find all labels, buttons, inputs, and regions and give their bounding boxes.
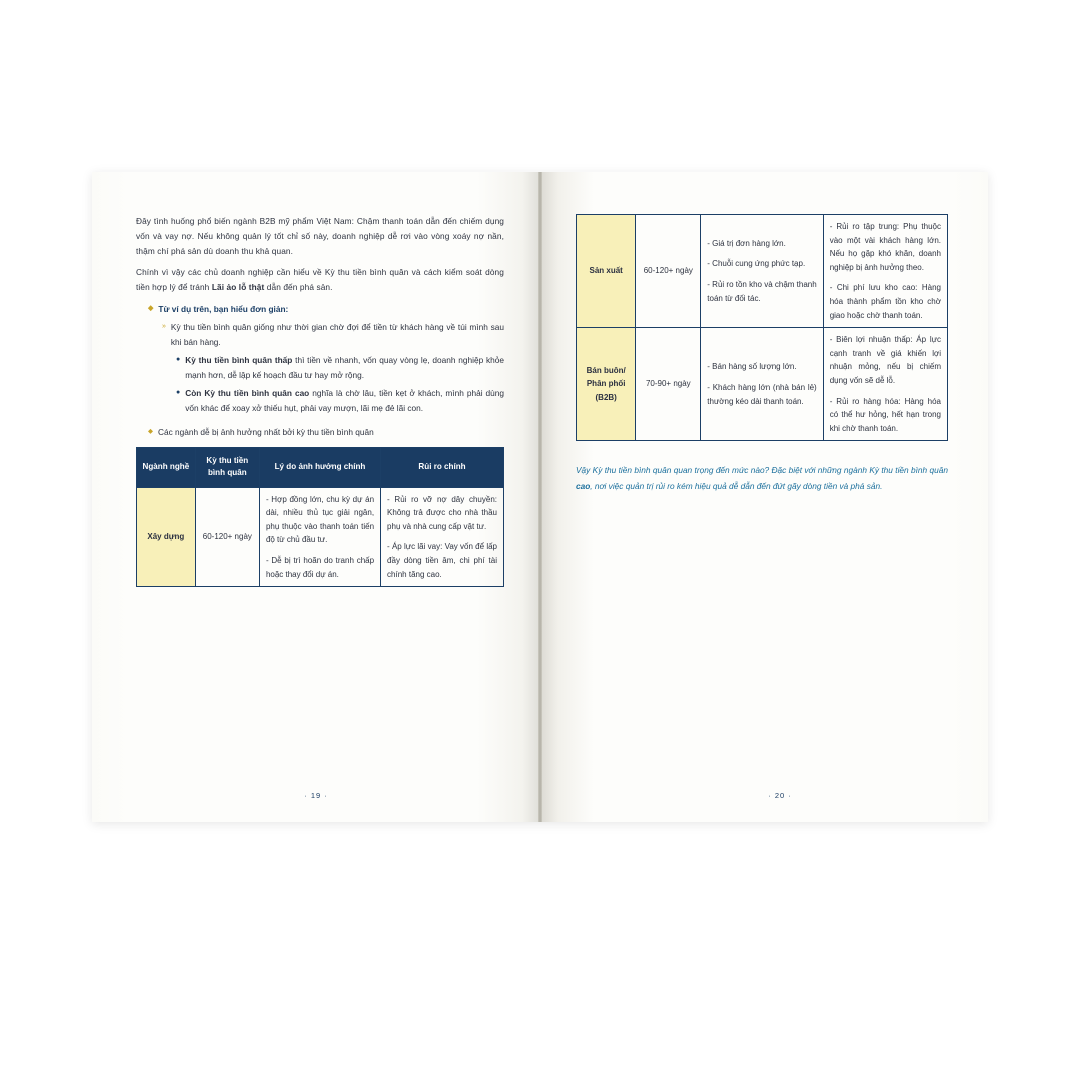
cell-line: - Rủi ro tập trung: Phụ thuộc vào một vài khách hàng lớn. Nếu họ gặp khó khăn, doanh nghiệp bị ảnh hưởng theo. <box>829 222 941 272</box>
cell-line: - Rủi ro vỡ nợ dây chuyền: Không trả được cho nhà thầu phụ và nhà cung cấp vật tư. <box>387 494 497 531</box>
industry-impact-table <box>136 447 504 588</box>
table-lead-label: Các ngành dễ bị ảnh hưởng nhất bởi kỳ thu tiền bình quân <box>158 426 374 437</box>
cell-risks <box>823 215 947 328</box>
sub-bullet-label: Kỳ thu tiền bình quân giống như thời gian chờ đợi để tiền từ khách hàng về túi mình sau khi bán hàng. <box>170 322 504 347</box>
sub-bullet <box>162 320 504 349</box>
cell-industry-name: Bán buôn/ Phân phối (B2B) <box>577 328 636 441</box>
point-bold: Kỳ thu tiền bình quân thấp <box>185 355 293 366</box>
table-row <box>577 328 948 441</box>
heading-bullet <box>148 302 504 316</box>
point-rest: nghĩa là chờ lâu, tiền kẹt ở khách, mình phải dùng vốn khác để xoay xở thiếu hụt, phải vay mượn, lãi mẹ đẻ lãi con. <box>185 388 505 413</box>
cell-reasons <box>701 328 823 441</box>
page-number-right: · 20 · <box>768 791 792 800</box>
cell-industry-name: Sản xuất <box>577 215 636 328</box>
arrow-bullet-icon: » <box>162 323 166 330</box>
cell-line: - Khách hàng lớn (nhà bán lẻ) thường kéo dài thanh toán. <box>707 382 817 406</box>
cell-reasons <box>701 215 823 328</box>
book-spine <box>538 172 542 822</box>
point-bold: Còn Kỳ thu tiền bình quân cao <box>185 388 310 399</box>
cell-line: - Biên lợi nhuận thấp: Áp lực cạnh tranh về giá khiến lợi nhuận mỏng, nếu bị chiếm dụng vốn sẽ dễ lỗ. <box>829 335 941 385</box>
closing-note <box>576 463 948 494</box>
cell-dso-days: 60-120+ ngày <box>636 215 701 328</box>
table-body <box>137 487 504 587</box>
cell-dso-days: 70-90+ ngày <box>636 328 701 441</box>
cell-risks <box>823 328 947 441</box>
table-body <box>577 215 948 441</box>
cell-line: - Giá trị đơn hàng lớn. <box>707 238 786 248</box>
left-paragraph-2-pre: Chính vì vậy các chủ doanh nghiệp cần hiểu về Kỳ thu tiền bình quân và cách kiểm soát dòng tiền hợp lý để tránh <box>136 267 504 292</box>
cell-risks <box>381 487 504 587</box>
cell-line: - Áp lực lãi vay: Vay vốn để lấp đầy dòng tiền âm, chi phí tài chính tăng cao. <box>387 542 497 579</box>
book-spread <box>92 172 988 822</box>
table-lead <box>148 425 504 439</box>
cell-industry-name: Xây dựng <box>137 487 196 587</box>
cell-line: - Rủi ro tồn kho và chậm thanh toán từ đối tác. <box>707 280 817 303</box>
heading-bullet-label: Từ ví dụ trên, bạn hiểu đơn giản: <box>158 304 289 314</box>
left-table-wrap <box>136 447 504 588</box>
cell-line: - Chuỗi cung ứng phức tạp. <box>707 259 806 269</box>
table-row <box>577 215 948 328</box>
point-text <box>185 386 504 415</box>
cell-line: - Chi phí lưu kho cao: Hàng hóa thành phẩm tồn kho chờ giao hoặc chờ thanh toán. <box>829 283 941 320</box>
diamond-bullet-icon: ◆ <box>148 427 153 435</box>
col-header-industry: Ngành nghề <box>137 447 196 487</box>
closing-note-bold: cao <box>576 480 591 491</box>
left-paragraph-1: Đây tình huống phổ biến ngành B2B mỹ phẩm Việt Nam: Chậm thanh toán dẫn đến chiếm dụng vốn và vay nợ. Nếu không quản lý tốt chỉ số này, doanh nghiệp dễ rơi vào vòng xoáy nợ nần, thậm chí phá sản dù doanh thu khả quan. <box>136 216 504 256</box>
diamond-bullet-icon: ◆ <box>148 305 154 312</box>
left-paragraph-2 <box>136 265 504 295</box>
left-paragraph-2-post: dẫn đến phá sản. <box>264 282 333 292</box>
table-header-row <box>137 447 504 487</box>
col-header-risk: Rủi ro chính <box>381 447 504 487</box>
cell-dso-days: 60-120+ ngày <box>195 487 259 587</box>
left-paragraph-2-bold: Lãi ảo lỗ thật <box>211 282 265 292</box>
cell-line: - Dễ bị trì hoãn do tranh chấp hoặc thay đổi dự án. <box>265 555 375 579</box>
point-item <box>176 386 504 415</box>
cell-reasons <box>259 487 380 587</box>
col-header-reason: Lý do ảnh hưởng chính <box>259 447 380 487</box>
left-page <box>92 172 540 822</box>
table-row <box>137 487 504 587</box>
dot-bullet-icon: ● <box>176 356 181 364</box>
table-head <box>137 447 504 487</box>
page-number-left: · 19 · <box>304 791 328 800</box>
col-header-dso: Kỳ thu tiền bình quân <box>195 447 259 487</box>
point-rest: thì tiền về nhanh, vốn quay vòng lẹ, doanh nghiệp khỏe mạnh hơn, dễ lập kế hoạch đầu tư hay mở rộng. <box>185 355 504 380</box>
cell-line: - Bán hàng số lượng lớn. <box>707 362 797 372</box>
closing-note-pre: Vậy Kỳ thu tiền bình quân quan trọng đến mức nào? Đặc biệt với những ngành Kỳ thu tiền bình quân <box>576 465 948 476</box>
industry-impact-table-continued <box>576 214 948 441</box>
cell-line: - Rủi ro hàng hóa: Hàng hóa có thể hư hỏng, hết hạn trong khi chờ thanh toán. <box>829 396 941 433</box>
right-page <box>540 172 988 822</box>
cell-line: - Hợp đồng lớn, chu kỳ dự án dài, nhiều thủ tục giải ngân, phụ thuộc vào thanh toán tiến độ từ chủ đầu tư. <box>265 494 375 545</box>
closing-note-post: , nơi việc quản trị rủi ro kém hiệu quả dễ dẫn đến đứt gãy dòng tiền và phá sản. <box>590 480 883 491</box>
point-item <box>176 353 504 382</box>
dot-bullet-icon: ● <box>176 389 181 397</box>
point-text <box>185 353 504 382</box>
